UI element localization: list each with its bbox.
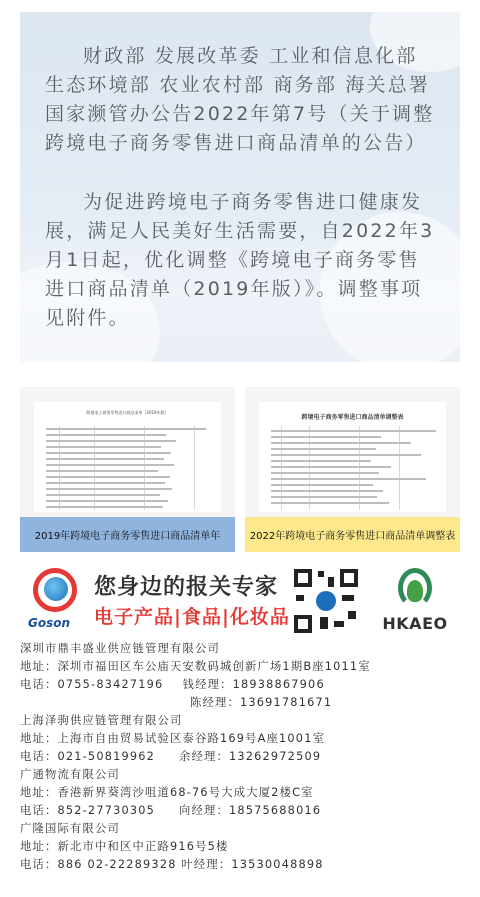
company-name: 上海泽驹供应链管理有限公司	[20, 714, 183, 727]
company-name: 广通物流有限公司	[20, 768, 120, 781]
goson-logo-text: Goson	[28, 616, 71, 630]
company-phone: 电话：0755-83427196 钱经理：18938867906	[20, 678, 325, 691]
company-address: 地址：香港新界葵湾沙咀道68-76号大成大厦2楼C室	[20, 786, 314, 799]
company-phone: 电话：021-50819962 余经理：13262972509	[20, 750, 322, 763]
document-card-2019[interactable]	[20, 387, 235, 552]
document-thumbnail	[34, 402, 221, 512]
goson-logo	[28, 568, 86, 636]
document-thumbnail-title: 跨境电子商务零售进口商品清单调整表	[301, 414, 404, 421]
qr-code-icon[interactable]	[292, 567, 360, 635]
document-caption[interactable]: 2019年跨境电子商务零售进口商品清单年	[20, 517, 235, 552]
company-banner	[20, 562, 460, 640]
contact-list	[20, 640, 460, 874]
document-thumbnail	[259, 402, 446, 512]
notice-body-paragraph: 为促进跨境电子商务零售进口健康发展，满足人民美好生活需要，自2022年3月1日起，优化调整《跨境电子商务零售进口商品清单（2019年版）》。调整事项见附件。	[45, 191, 435, 329]
company-address: 地址：新北市中和区中正路916号5楼	[20, 840, 229, 853]
notice-title-paragraph: 财政部 发展改革委 工业和信息化部 生态环境部 农业农村部 商务部 海关总署 国家濒管办公告2022年第7号（关于调整跨境电子商务零售进口商品清单的公告）	[45, 45, 435, 154]
document-thumbnail-title: 跨境电子商务零售进口商品清单（2019年版）	[86, 410, 169, 415]
company-address: 地址：深圳市福田区车公庙天安数码城创新广场1期B座1011室	[20, 660, 371, 673]
company-name: 深圳市鼎丰盛业供应链管理有限公司	[20, 642, 220, 655]
company-phone: 电话：886 02-22289328 叶经理：13530048898	[20, 858, 324, 871]
document-card-2022[interactable]	[245, 387, 460, 552]
company-address: 地址：上海市自由贸易试验区泰谷路169号A座1001室	[20, 732, 326, 745]
hkaeo-logo	[378, 566, 452, 636]
globe-icon	[44, 577, 68, 601]
notice-card	[20, 12, 460, 362]
hkaeo-logo-text: HKAEO	[382, 614, 448, 633]
banner-products: 电子产品|食品|化妆品	[94, 606, 290, 628]
document-caption[interactable]: 2022年跨境电子商务零售进口商品清单调整表	[245, 517, 460, 552]
company-phone-extra: 陈经理：13691781671	[190, 696, 333, 709]
banner-slogan: 您身边的报关专家	[94, 575, 279, 600]
company-name: 广隆国际有限公司	[20, 822, 120, 835]
company-phone: 电话：852-27730305 向经理：18575688016	[20, 804, 322, 817]
